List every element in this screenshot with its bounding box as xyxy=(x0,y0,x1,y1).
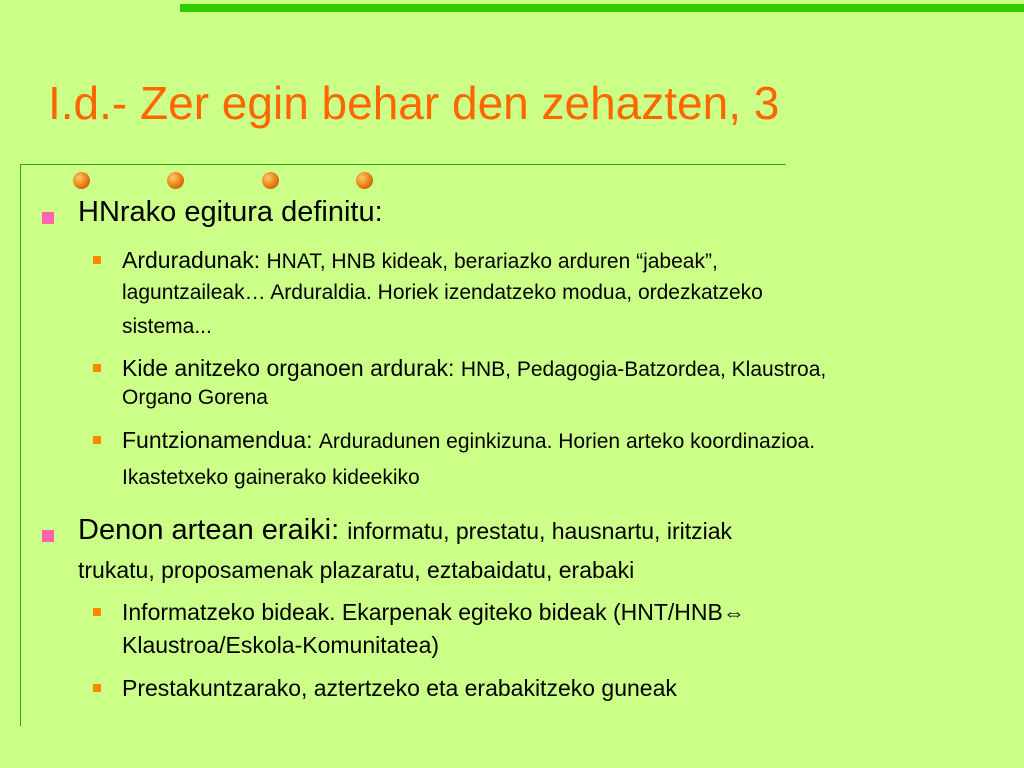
square-bullet-icon xyxy=(93,256,101,264)
sub-list-item xyxy=(122,673,992,703)
slide-title: I.d.- Zer egin behar den zehazten, 3 xyxy=(48,77,780,129)
sub-list-item xyxy=(122,245,992,277)
square-bullet-icon xyxy=(93,608,101,616)
sub-item-text: Arduradunen eginkizuna. Horien arteko koordinazioa. xyxy=(318,430,816,453)
sub-item-text: HNB, Pedagogia-Batzordea, Klaustroa, xyxy=(460,358,827,381)
double-arrow-icon: ⇔ xyxy=(722,600,745,625)
sub-item-lead: Kide anitzeko organoen ardurak: xyxy=(122,355,461,381)
item-lead: HNrako egitura definitu: xyxy=(78,196,383,228)
sub-item-text: Ikastetxeko gainerako kideekiko xyxy=(122,466,420,489)
sub-item-text: sistema... xyxy=(122,315,212,338)
item-text: trukatu, proposamenak plazaratu, eztabaidatu, erabaki xyxy=(78,557,635,583)
square-bullet-icon xyxy=(93,436,101,444)
list-item xyxy=(78,196,978,229)
item-lead: Denon artean eraiki: xyxy=(78,514,348,546)
sub-list-item xyxy=(122,425,992,457)
sub-list-item xyxy=(122,353,992,385)
sub-item-lead: Funtzionamendua: xyxy=(122,427,319,453)
sub-item-text: HNAT, HNB kideak, berariazko arduren “jabeak”, xyxy=(266,250,718,273)
sub-item-text: Prestakuntzarako, aztertzeko eta erabakitzeko guneak xyxy=(122,675,677,701)
square-bullet-icon xyxy=(93,684,101,692)
sub-item-text: Informatzeko bideak. Ekarpenak egiteko bideak (HNT/HNB xyxy=(122,599,723,625)
sub-item-lead: Arduradunak: xyxy=(122,247,267,273)
sub-item-text: Organo Gorena xyxy=(122,386,268,409)
item-text: informatu, prestatu, hausnartu, iritziak xyxy=(347,518,733,544)
sub-list-item xyxy=(122,597,992,628)
sub-item-text: Klaustroa/Eskola-Komunitatea) xyxy=(122,632,440,658)
square-bullet-icon xyxy=(42,530,54,542)
square-bullet-icon xyxy=(93,364,101,372)
sub-item-text: laguntzaileak… Arduraldia. Horiek izendatzeko modua, ordezkatzeko xyxy=(122,281,763,304)
square-bullet-icon xyxy=(42,212,54,224)
list-item xyxy=(78,514,978,547)
